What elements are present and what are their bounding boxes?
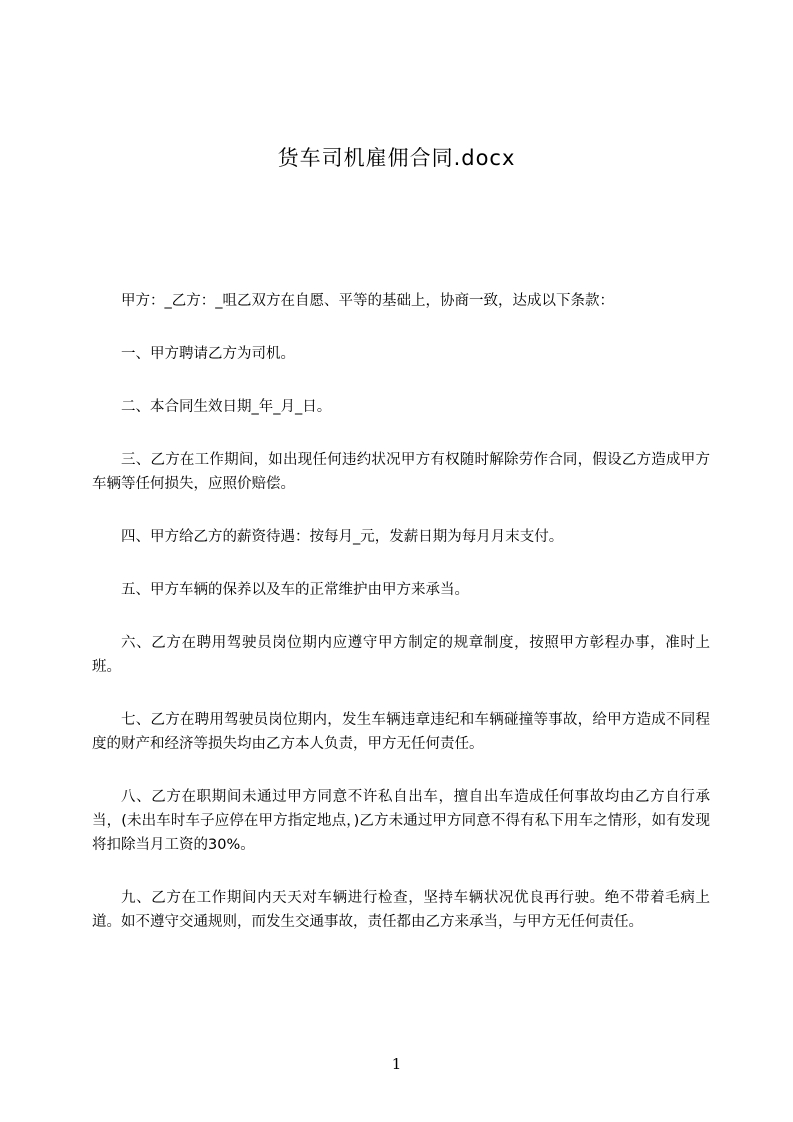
paragraph-clause-6: 六、乙方在聘用驾驶员岗位期内应遵守甲方制定的规章制度，按照甲方彰程办事，准时上班。 — [92, 635, 710, 675]
paragraph-clause-2: 二、本合同生效日期_年_月_日。 — [121, 399, 332, 415]
paragraph-clause-9: 九、乙方在工作期间内天天对车辆进行检查，坚持车辆状况优良再行驶。绝不带着毛病上道。如不遵守交通规则，而发生交通事故，责任都由乙方来承当，与甲方无任何责任。 — [92, 890, 710, 930]
paragraph-clause-3: 三、乙方在工作期间，如出现任何违约状况甲方有权随时解除劳作合同，假设乙方造成甲方车辆等任何损失，应照价赔偿。 — [92, 452, 710, 492]
paragraph-clause-5: 五、甲方车辆的保养以及车的正常维护由甲方来承当。 — [121, 582, 469, 598]
document-title: 货车司机雇佣合同.docx — [277, 146, 516, 170]
page-number: 1 — [391, 1055, 402, 1073]
paragraph-clause-1: 一、甲方聘请乙方为司机。 — [121, 346, 295, 362]
paragraph-clause-8: 八、乙方在职期间未通过甲方同意不许私自出车，擅自出车造成任何事故均由乙方自行承当，(未出车时车子应停在甲方指定地点，)乙方未通过甲方同意不得有私下用车之情形，如有发现将扣除当月工资的30%。 — [92, 789, 710, 853]
paragraph-clause-7: 七、乙方在聘用驾驶员岗位期内，发生车辆违章违纪和车辆碰撞等事故，给甲方造成不同程度的财产和经济等损失均由乙方本人负责，甲方无任何责任。 — [92, 712, 710, 752]
paragraph-clause-4: 四、甲方给乙方的薪资待遇：按每月_元，发薪日期为每月月末支付。 — [121, 529, 564, 545]
paragraph-parties: 甲方：_乙方：_咀乙双方在自愿、平等的基础上，协商一致，达成以下条款： — [121, 293, 614, 309]
document-body — [92, 289, 710, 963]
